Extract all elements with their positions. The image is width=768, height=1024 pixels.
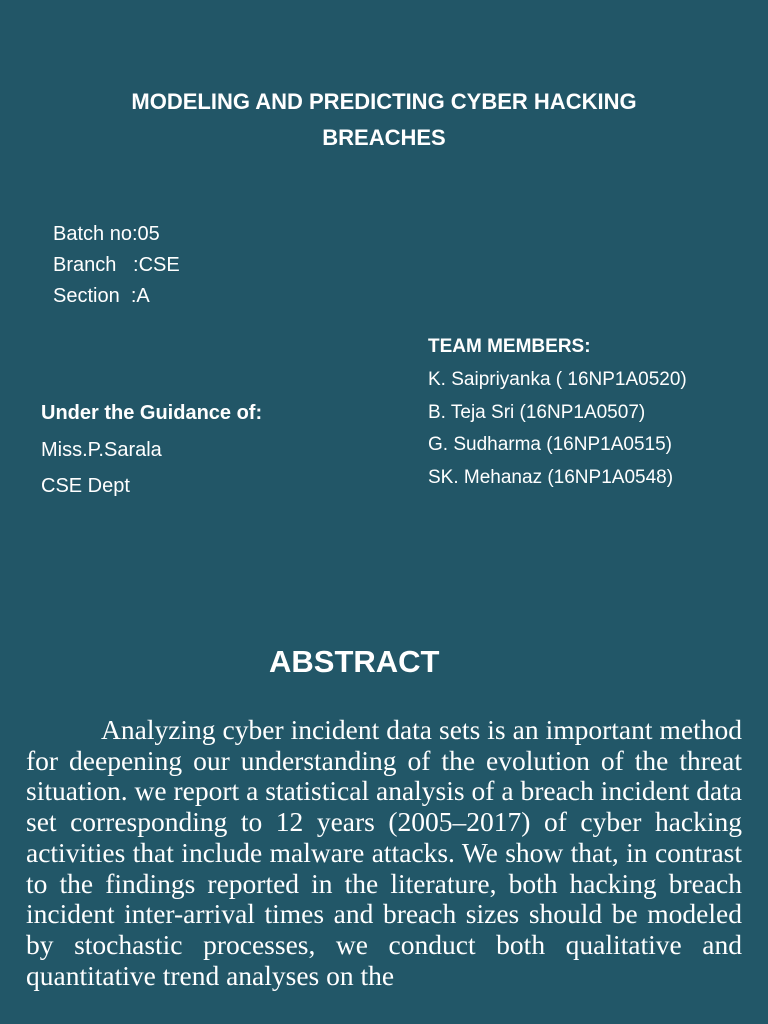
batch-info bbox=[53, 219, 180, 312]
section: Section :A bbox=[53, 285, 150, 307]
branch: Branch :CSE bbox=[53, 254, 180, 276]
guide-dept: CSE Dept bbox=[41, 475, 130, 497]
abstract-heading: ABSTRACT bbox=[269, 644, 440, 679]
title-line-2: BREACHES bbox=[322, 125, 446, 150]
team-member: SK. Mehanaz (16NP1A0548) bbox=[428, 466, 674, 488]
team-member: G. Sudharma (16NP1A0515) bbox=[428, 434, 672, 455]
team-block bbox=[428, 330, 687, 494]
slide-title bbox=[60, 84, 708, 156]
abstract-text: Analyzing cyber incident data sets is an important method for deepening our understanding of the evolution of the threat situation. we report a statistical analysis of a breach incident data set corresponding to 12 years (2005–2017) of cyber hacking activities that include malware attacks. We show that, in contrast to the findings reported in the literature, both hacking breach incident inter-arrival times and breach sizes should be modeled by stochastic processes, we conduct both qualitative and quantitative trend analyses on the bbox=[26, 714, 742, 991]
guidance-heading: Under the Guidance of: bbox=[41, 402, 263, 424]
batch-number: Batch no:05 bbox=[53, 223, 160, 245]
title-line-1: MODELING AND PREDICTING CYBER HACKING bbox=[131, 89, 637, 114]
team-member: K. Saipriyanka ( 16NP1A0520) bbox=[428, 369, 687, 390]
team-heading: TEAM MEMBERS: bbox=[428, 336, 591, 357]
guide-name: Miss.P.Sarala bbox=[41, 439, 162, 461]
team-member: B. Teja Sri (16NP1A0507) bbox=[428, 401, 646, 423]
guidance-block bbox=[41, 396, 262, 504]
